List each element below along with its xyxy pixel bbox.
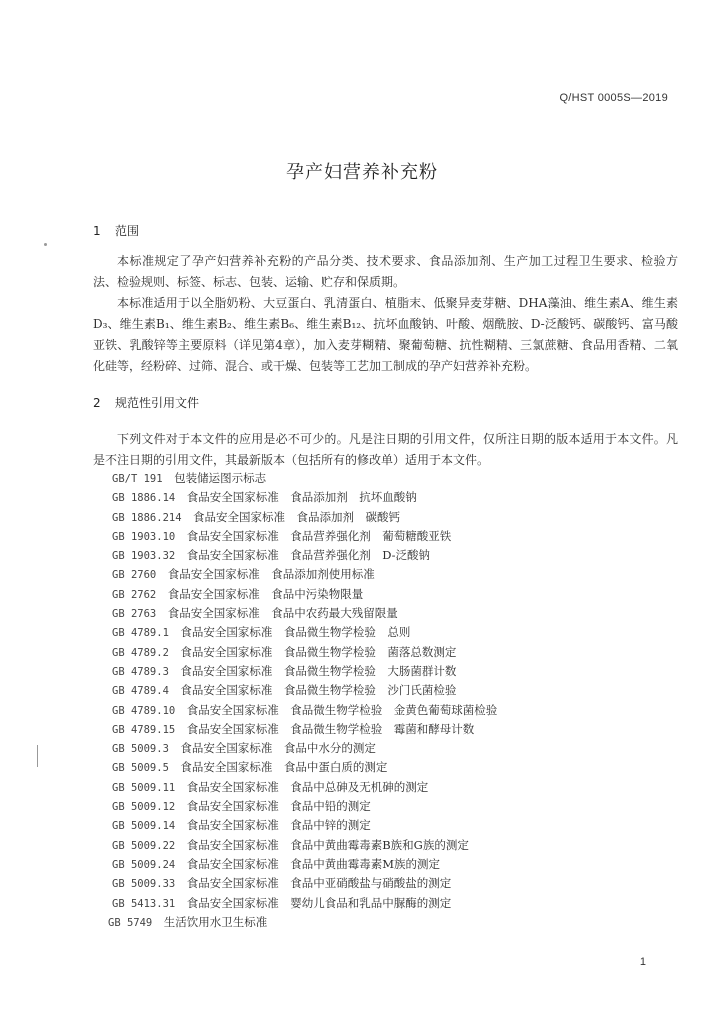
reference-title: 生活饮用水卫生标准: [163, 914, 268, 929]
reference-title: 食品安全国家标准 食品微生物学检验 霉菌和酵母计数: [186, 721, 475, 736]
reference-code: GB 4789.2: [112, 646, 169, 659]
section-2-number: 2: [93, 396, 101, 410]
document-title: 孕产妇营养补充粉: [286, 162, 438, 183]
reference-item: [112, 565, 672, 584]
reference-code: GB 1886.214: [112, 511, 182, 524]
reference-title: 食品安全国家标准 食品中水分的测定: [180, 741, 376, 756]
reference-item: [112, 623, 672, 642]
reference-item: [112, 739, 672, 758]
reference-item: [108, 913, 672, 932]
reference-item: [112, 758, 672, 777]
section-1-number: 1: [93, 224, 101, 238]
reference-title: 食品安全国家标准 食品中总砷及无机砷的测定: [186, 779, 429, 794]
reference-code: GB 5009.5: [112, 762, 169, 775]
reference-code: GB 4789.15: [112, 723, 176, 736]
section-1-title: 范围: [115, 224, 140, 238]
reference-title: 食品安全国家标准 食品微生物学检验 菌落总数测定: [180, 644, 457, 659]
reference-title: 食品安全国家标准 食品中蛋白质的测定: [180, 760, 388, 775]
reference-code: GB 1886.14: [112, 492, 176, 505]
reference-code: GB/T 191: [112, 473, 163, 485]
reference-code: GB 5009.11: [112, 781, 176, 794]
reference-title: 食品安全国家标准 食品添加剂 碳酸钙: [193, 509, 401, 524]
reference-code: GB 5009.14: [112, 820, 176, 833]
reference-title: 食品安全国家标准 食品中黄曲霉毒素B族和G族的测定: [186, 837, 469, 852]
reference-code: GB 2762: [112, 588, 157, 601]
reference-title: 食品安全国家标准 食品微生物学检验 大肠菌群计数: [180, 663, 457, 678]
reference-code: GB 2760: [112, 569, 157, 582]
reference-item: [112, 508, 672, 527]
reference-title: 食品安全国家标准 食品添加剂 抗坏血酸钠: [186, 490, 417, 505]
section-1-paragraph-2: 本标准适用于以全脂奶粉、大豆蛋白、乳清蛋白、植脂末、低聚异麦芽糖、DHA藻油、维生素A、维生素D₃、维生素B₁、维生素B₂、维生素B₆、维生素B₁₂、抗坏血酸钠、叶酸、烟酰胺、D-泛酸钙、碳酸钙、富马酸亚铁、乳酸锌等主要原料（详见第4章），加入麦芽糊精、聚葡萄糖、抗性糊精、三氯蔗糖、食品用香精、二氧化硅等，经粉碎、过筛、混合、或干燥、包装等工艺加工制成的孕产妇营养补充粉。: [93, 296, 678, 373]
reference-code: GB 5749: [108, 916, 153, 929]
reference-title: 食品安全国家标准 食品微生物学检验 沙门氏菌检验: [180, 683, 457, 698]
reference-list: [108, 469, 672, 932]
reference-item: [112, 894, 672, 913]
reference-title: 食品安全国家标准 食品微生物学检验 总则: [180, 625, 411, 640]
reference-item: [112, 681, 672, 700]
standard-number: Q/HST 0005S—2019: [559, 92, 668, 104]
page-number: 1: [639, 956, 646, 968]
reference-title: 食品安全国家标准 食品中农药最大残留限量: [167, 606, 398, 621]
section-2-intro: 下列文件对于本文件的应用是必不可少的。凡是注日期的引用文件，仅所注日期的版本适用于本文件。凡是不注日期的引用文件，其最新版本（包括所有的修改单）适用于本文件。: [93, 432, 678, 467]
reference-item: [112, 469, 672, 488]
reference-code: GB 1903.32: [112, 550, 176, 563]
reference-title: 食品安全国家标准 食品中黄曲霉毒素M族的测定: [186, 856, 440, 871]
reference-item: [112, 662, 672, 681]
reference-title: 食品安全国家标准 食品微生物学检验 金黄色葡萄球菌检验: [186, 702, 498, 717]
reference-title: 食品安全国家标准 食品中亚硝酸盐与硝酸盐的测定: [186, 876, 452, 891]
reference-title: 食品安全国家标准 食品中锌的测定: [186, 818, 371, 833]
section-2-title: 规范性引用文件: [115, 396, 200, 410]
reference-title: 食品安全国家标准 食品添加剂使用标准: [167, 567, 375, 582]
section-1-heading: [93, 222, 139, 239]
reference-code: GB 4789.1: [112, 627, 169, 640]
reference-title: 食品安全国家标准 食品营养强化剂 D-泛酸钠: [186, 548, 431, 563]
reference-item: [112, 527, 672, 546]
reference-code: GB 5009.3: [112, 743, 169, 756]
reference-item: [112, 546, 672, 565]
reference-title: 食品安全国家标准 食品营养强化剂 葡萄糖酸亚铁: [186, 528, 452, 543]
reference-title: 食品安全国家标准 婴幼儿食品和乳品中脲酶的测定: [186, 895, 452, 910]
reference-code: GB 5009.12: [112, 801, 176, 814]
reference-item: [112, 604, 672, 623]
reference-code: GB 4789.10: [112, 704, 176, 717]
reference-code: GB 5009.24: [112, 858, 176, 871]
reference-item: [112, 778, 672, 797]
reference-title: 食品安全国家标准 食品中污染物限量: [167, 586, 364, 601]
reference-code: GB 1903.10: [112, 530, 176, 543]
scan-speck: [44, 243, 47, 246]
reference-item: [112, 488, 672, 507]
reference-code: GB 4789.4: [112, 685, 169, 698]
reference-item: [112, 585, 672, 604]
reference-code: GB 4789.3: [112, 665, 169, 678]
section-1-paragraph-1: 本标准规定了孕产妇营养补充粉的产品分类、技术要求、食品添加剂、生产加工过程卫生要求、检验方法、检验规则、标签、标志、包装、运输、贮存和保质期。: [93, 254, 678, 289]
reference-item: [112, 720, 672, 739]
reference-code: GB 2763: [112, 608, 157, 621]
scan-mark: [37, 745, 38, 767]
reference-item: [112, 836, 672, 855]
reference-title: 包装储运图示标志: [174, 471, 267, 485]
reference-item: [112, 874, 672, 893]
reference-item: [112, 797, 672, 816]
reference-code: GB 5413.31: [112, 897, 176, 910]
reference-item: [112, 855, 672, 874]
reference-title: 食品安全国家标准 食品中铅的测定: [186, 799, 371, 814]
reference-item: [112, 816, 672, 835]
reference-code: GB 5009.22: [112, 839, 176, 852]
reference-item: [112, 643, 672, 662]
reference-item: [112, 701, 672, 720]
section-2-heading: [93, 394, 199, 411]
reference-code: GB 5009.33: [112, 878, 176, 891]
